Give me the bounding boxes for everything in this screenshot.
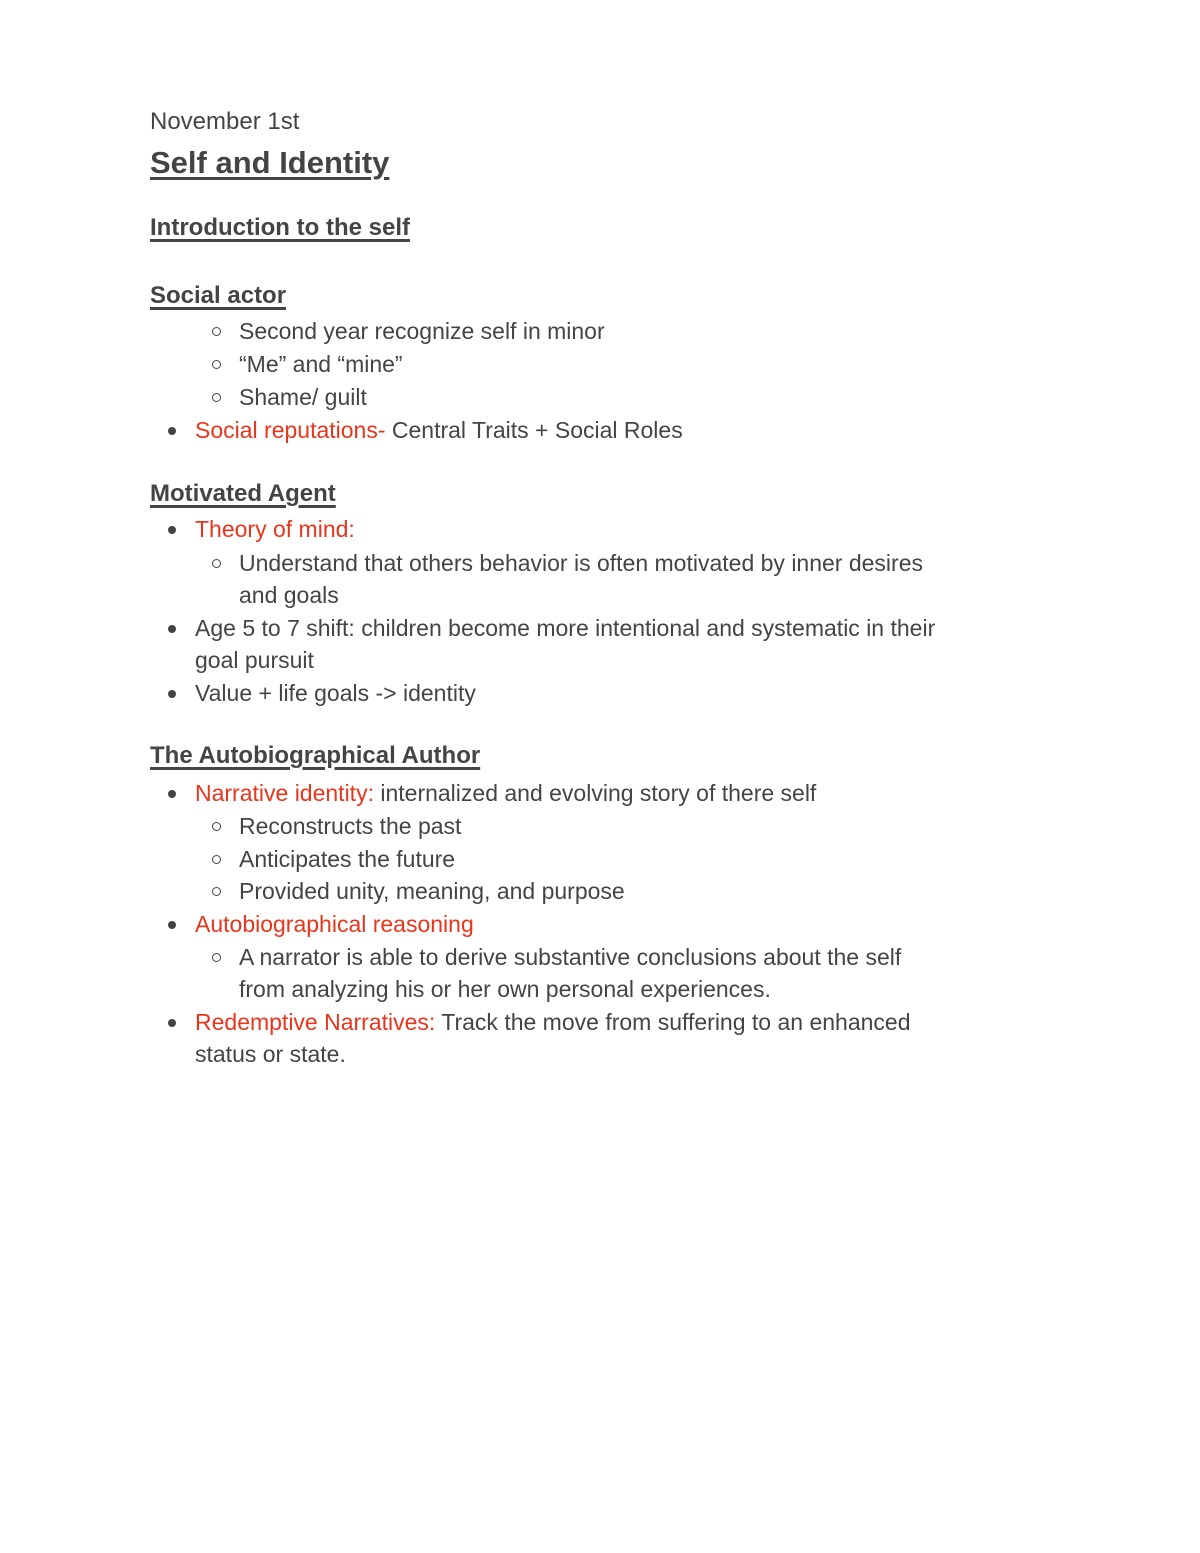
list-item: Value + life goals -> identity (195, 680, 476, 706)
hollow-bullet-icon (212, 953, 221, 962)
list-item (195, 414, 683, 446)
hollow-bullet-icon (212, 393, 221, 402)
list-item: “Me” and “mine” (239, 351, 403, 377)
list-item-continuation: status or state. (195, 1041, 346, 1067)
list-item: Shame/ guilt (239, 384, 367, 410)
list-item-continuation: and goals (239, 582, 339, 608)
list-item: Age 5 to 7 shift: children become more intentional and systematic in their (195, 615, 936, 641)
list-item: Understand that others behavior is often motivated by inner desires (239, 550, 923, 576)
term-text: Track the move from suffering to an enhanced (435, 1009, 911, 1035)
hollow-bullet-icon (212, 855, 221, 864)
hollow-bullet-icon (212, 822, 221, 831)
hollow-bullet-icon (212, 887, 221, 896)
list-item: Provided unity, meaning, and purpose (239, 878, 625, 904)
section-heading-motivated-agent: Motivated Agent (150, 480, 336, 507)
term-label: Autobiographical reasoning (195, 911, 474, 937)
list-item: Second year recognize self in minor (239, 318, 605, 344)
section-heading-introduction: Introduction to the self (150, 214, 410, 241)
list-item: A narrator is able to derive substantive conclusions about the self (239, 944, 902, 970)
filled-bullet-icon (168, 526, 176, 534)
filled-bullet-icon (168, 427, 176, 435)
filled-bullet-icon (168, 1019, 176, 1027)
term-label: Social reputations- (195, 417, 386, 443)
section-heading-social-actor: Social actor (150, 282, 287, 309)
term-label: Narrative identity: (195, 780, 374, 806)
hollow-bullet-icon (212, 327, 221, 336)
hollow-bullet-icon (212, 360, 221, 369)
list-item-continuation: from analyzing his or her own personal experiences. (239, 976, 771, 1002)
page-title: Self and Identity (150, 145, 390, 180)
filled-bullet-icon (168, 921, 176, 929)
list-item (195, 1006, 911, 1038)
filled-bullet-icon (168, 625, 176, 633)
term-text: internalized and evolving story of there self (373, 780, 817, 806)
list-item: Anticipates the future (239, 846, 456, 872)
list-item: Reconstructs the past (239, 813, 462, 839)
section-heading-autobiographical-author: The Autobiographical Author (150, 742, 481, 769)
filled-bullet-icon (168, 790, 176, 798)
term-label: Theory of mind: (195, 516, 355, 542)
term-text: Central Traits + Social Roles (385, 417, 683, 443)
term-label: Redemptive Narratives: (195, 1009, 436, 1035)
list-item-continuation: goal pursuit (195, 647, 314, 673)
list-item (195, 777, 816, 809)
date-line: November 1st (150, 108, 300, 135)
hollow-bullet-icon (212, 559, 221, 568)
filled-bullet-icon (168, 690, 176, 698)
